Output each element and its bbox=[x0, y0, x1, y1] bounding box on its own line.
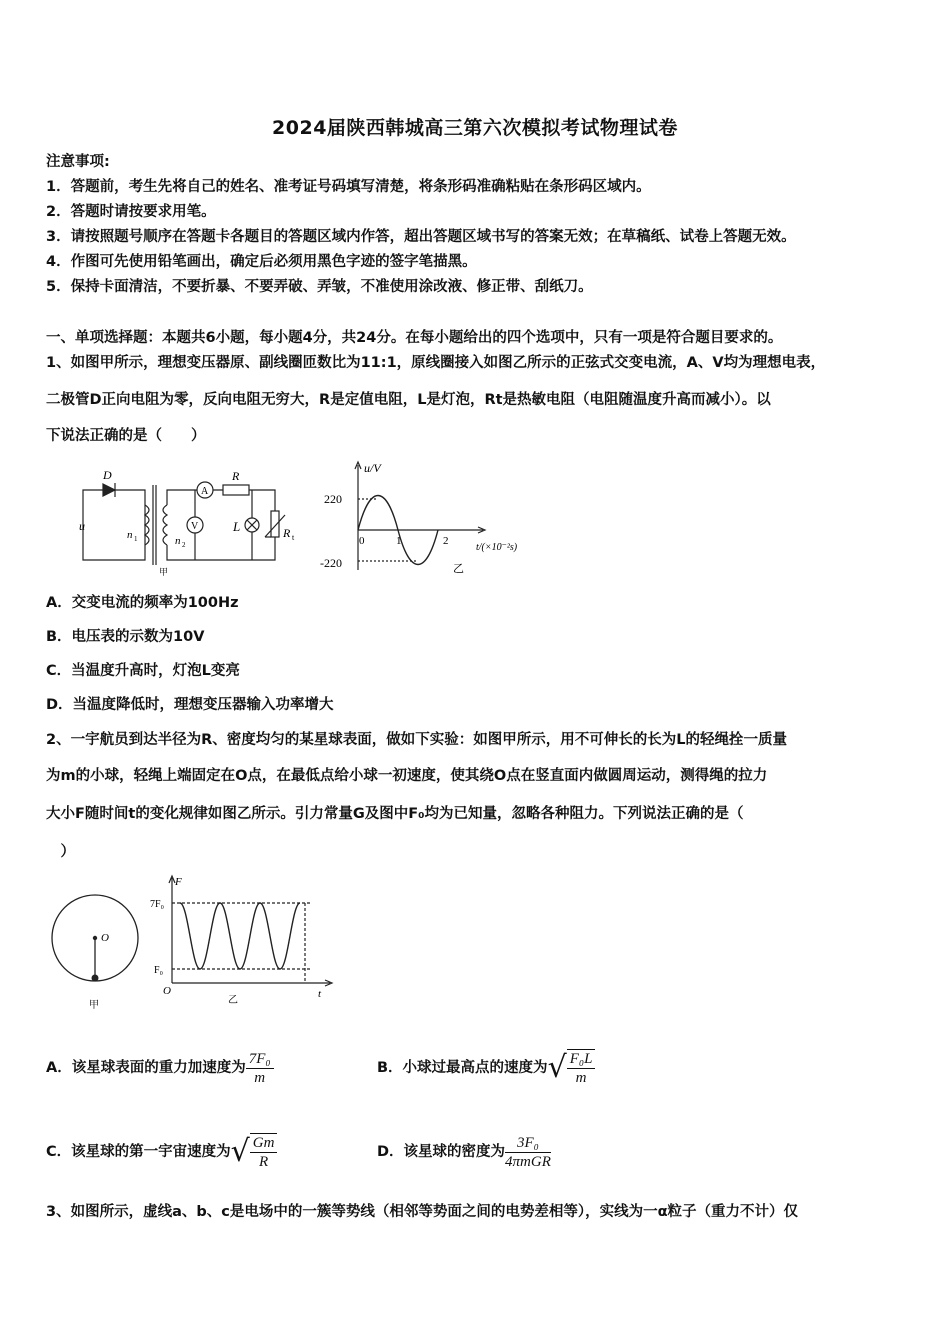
resistor-label: R bbox=[232, 469, 240, 483]
tick-neg220: -220 bbox=[320, 556, 342, 570]
fraction-denominator: 4πmGR bbox=[505, 1153, 551, 1170]
axis-f-label: F bbox=[175, 876, 182, 888]
page-title: 2024届陕西韩城高三第六次模拟考试物理试卷 bbox=[272, 117, 678, 139]
q2-line: 2、一宇航员到达半径为R、密度均匀的某星球表面，做如下实验：如图甲所示，用不可伸长的长为L的轻绳拴一质量 bbox=[46, 732, 787, 748]
axis-t-label: t bbox=[318, 988, 322, 1000]
origin-label: O bbox=[163, 985, 171, 997]
notice-heading: 注意事项: bbox=[46, 154, 110, 170]
lamp-label: L bbox=[233, 519, 241, 534]
voltmeter-label: V bbox=[191, 521, 199, 532]
axis-u-label: u/V bbox=[364, 461, 381, 475]
q2-line: 大小F随时间t的变化规律如图乙所示。引力常量G及图中F₀均为已知量，忽略各种阻力。下列说法正确的是（ bbox=[46, 806, 744, 822]
fraction-numerator: 3F₀ bbox=[505, 1134, 551, 1153]
n1-sub: 1 bbox=[134, 535, 138, 543]
q1-line: 二极管D正向电阻为零，反向电阻无穷大，R是定值电阻，L是灯泡，Rt是热敏电阻（电阻随温度升高而减小）。以 bbox=[46, 392, 771, 408]
q2-line: 为m的小球，轻绳上端固定在O点，在最低点给小球一初速度，使其绕O点在竖直面内做圆周运动，测得绳的拉力 bbox=[46, 768, 768, 784]
notice-item: 1．答题前，考生先将自己的姓名、准考证号码填写清楚，将条形码准确粘贴在条形码区域内。 bbox=[46, 179, 651, 195]
center-o-label: O bbox=[101, 932, 109, 944]
notice-item: 2．答题时请按要求用笔。 bbox=[46, 204, 216, 220]
q2-option-c-text: C．该星球的第一宇宙速度为 bbox=[46, 1144, 231, 1160]
n2-sub: 2 bbox=[182, 541, 186, 549]
q1-option-d: D．当温度降低时，理想变压器输入功率增大 bbox=[46, 697, 334, 713]
fraction-denominator: m bbox=[254, 1069, 266, 1086]
q2-line: ） bbox=[46, 844, 75, 860]
n1-label: n bbox=[127, 529, 133, 541]
q2-force-graph bbox=[150, 873, 335, 1013]
q1-voltage-graph bbox=[318, 460, 540, 575]
axis-t-label: t/(×10⁻²s) bbox=[476, 542, 518, 553]
figure-jia-label: 甲 bbox=[89, 1000, 99, 1011]
figure-yi-label: 乙 bbox=[228, 995, 238, 1006]
q2-option-d bbox=[377, 1130, 551, 1174]
q2-circle-figure bbox=[48, 885, 143, 1015]
tick-f0: F₀ bbox=[154, 965, 164, 976]
diode-label: D bbox=[103, 468, 112, 482]
ammeter-label: A bbox=[201, 486, 209, 497]
q2-option-d-fraction bbox=[505, 1134, 551, 1171]
fraction-numerator: Gm bbox=[250, 1134, 278, 1153]
q1-circuit-figure bbox=[75, 465, 310, 580]
fraction-numerator: 7F₀ bbox=[246, 1050, 274, 1069]
section-heading: 一、单项选择题：本题共6小题，每小题4分，共24分。在每小题给出的四个选项中，只有一项是符合题目要求的。 bbox=[46, 330, 783, 346]
q2-option-c bbox=[46, 1130, 277, 1174]
q3-line: 3、如图所示，虚线a、b、c是电场中的一簇等势线（相邻等势面之间的电势差相等），实线为一α粒子（重力不计）仅 bbox=[46, 1204, 799, 1220]
q2-option-d-text: D．该星球的密度为 bbox=[377, 1144, 506, 1160]
q1-option-a: A．交变电流的频率为100Hz bbox=[46, 595, 239, 611]
q2-option-a-text: A．该星球表面的重力加速度为 bbox=[46, 1060, 246, 1076]
q1-option-c: C．当温度升高时，灯泡L变亮 bbox=[46, 663, 240, 679]
notice-item: 5．保持卡面清洁，不要折暴、不要弄破、弄皱，不准使用涂改液、修正带、刮纸刀。 bbox=[46, 279, 593, 295]
q1-option-b: B．电压表的示数为10V bbox=[46, 629, 205, 645]
sqrt-sign-icon: √ bbox=[547, 1050, 567, 1085]
q2-option-a-fraction bbox=[246, 1050, 274, 1087]
notice-item: 4．作图可先使用铅笔画出，确定后必须用黑色字迹的签字笔描黑。 bbox=[46, 254, 477, 270]
tick-7f0: 7F₀ bbox=[150, 899, 165, 910]
q2-option-b-text: B．小球过最高点的速度为 bbox=[377, 1060, 548, 1076]
thermistor-label: R bbox=[283, 526, 291, 540]
fraction-denominator: m bbox=[575, 1070, 587, 1086]
figure-yi-label: 乙 bbox=[453, 563, 464, 575]
q2-option-a bbox=[46, 1046, 274, 1090]
thermistor-sub: t bbox=[292, 533, 295, 542]
figure-jia-label: 甲 bbox=[159, 567, 169, 577]
tick-1: 1 bbox=[396, 535, 402, 547]
q2-option-b-fraction bbox=[567, 1049, 596, 1087]
q1-line: 1、如图甲所示，理想变压器原、副线圈匝数比为11:1，原线圈接入如图乙所示的正弦式交变电流，A、V均为理想电表， bbox=[46, 355, 826, 371]
q2-option-b bbox=[377, 1046, 595, 1090]
notice-item: 3．请按照题号顺序在答题卡各题目的答题区域内作答，超出答题区域书写的答案无效；在草稿纸、试卷上答题无效。 bbox=[46, 229, 796, 245]
n2-label: n bbox=[175, 535, 181, 547]
tick-0: 0 bbox=[359, 535, 365, 547]
q1-line: 下说法正确的是（ ） bbox=[46, 428, 206, 444]
tick-2: 2 bbox=[443, 535, 449, 547]
q2-option-c-fraction bbox=[250, 1133, 278, 1171]
sqrt-sign-icon: √ bbox=[230, 1134, 250, 1169]
fraction-denominator: R bbox=[259, 1154, 269, 1170]
tick-220: 220 bbox=[324, 492, 342, 506]
source-label: u bbox=[79, 519, 85, 533]
fraction-numerator: F₀L bbox=[567, 1050, 596, 1069]
